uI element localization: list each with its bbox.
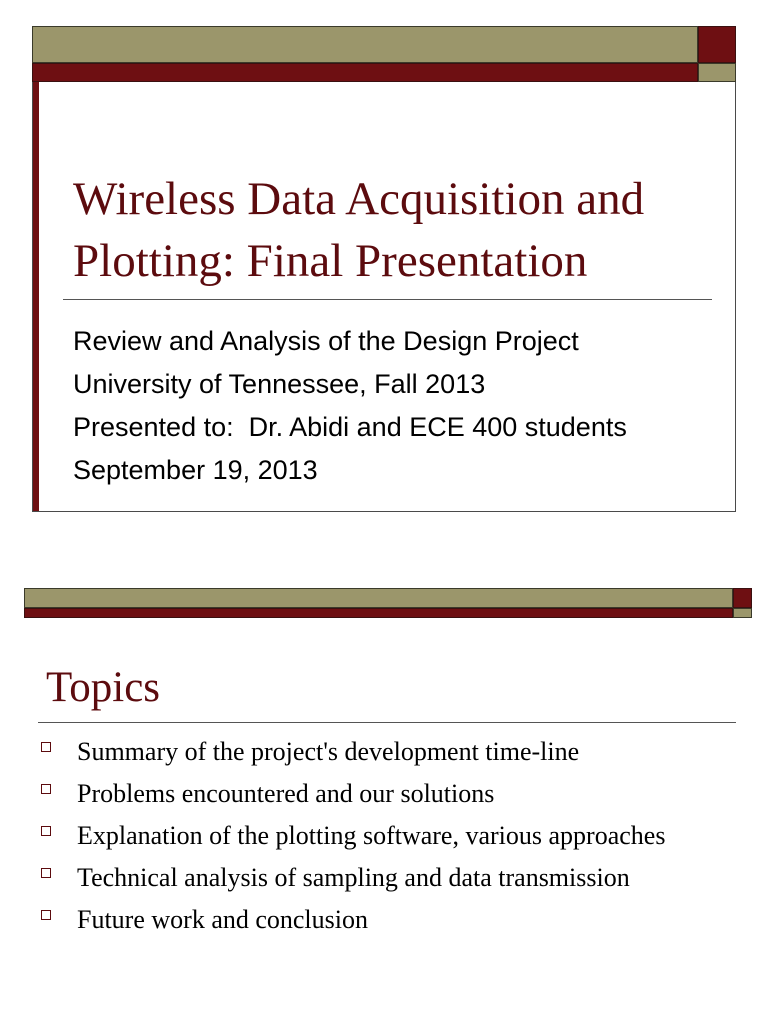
presentation-title bbox=[73, 168, 723, 292]
topics-divider bbox=[38, 722, 736, 723]
presentation-subtitle bbox=[73, 320, 723, 492]
title-divider bbox=[63, 299, 712, 300]
list-item-text: Technical analysis of sampling and data transmission bbox=[77, 863, 630, 892]
left-accent-stripe bbox=[33, 82, 39, 511]
header-maroon-square bbox=[698, 26, 736, 63]
square-bullet-icon bbox=[41, 910, 51, 920]
title-line-1: Wireless Data Acquisition and bbox=[73, 173, 645, 225]
title-slide bbox=[32, 26, 736, 512]
square-bullet-icon bbox=[41, 742, 51, 752]
header-maroon-bar bbox=[24, 608, 733, 618]
subtitle-line: September 19, 2013 bbox=[73, 455, 318, 485]
square-bullet-icon bbox=[41, 784, 51, 794]
list-item-text: Explanation of the plotting software, various approaches bbox=[77, 821, 666, 850]
square-bullet-icon bbox=[41, 868, 51, 878]
subtitle-line: Review and Analysis of the Design Project bbox=[73, 326, 579, 356]
subtitle-line: Presented to: Dr. Abidi and ECE 400 students bbox=[73, 412, 627, 442]
header-olive-bar bbox=[24, 588, 733, 608]
list-item bbox=[40, 815, 740, 857]
title-slide-body bbox=[32, 82, 736, 512]
list-item bbox=[40, 857, 740, 899]
header-maroon-square bbox=[733, 588, 752, 608]
topics-title: Topics bbox=[46, 664, 161, 711]
topics-list bbox=[40, 731, 740, 941]
header-olive-bar bbox=[32, 26, 698, 63]
subtitle-line: University of Tennessee, Fall 2013 bbox=[73, 369, 486, 399]
list-item-text: Future work and conclusion bbox=[77, 905, 369, 934]
list-item bbox=[40, 899, 740, 941]
square-bullet-icon bbox=[41, 826, 51, 836]
header-olive-square bbox=[698, 63, 736, 82]
list-item-text: Summary of the project's development time-line bbox=[77, 737, 580, 766]
title-line-2: Plotting: Final Presentation bbox=[73, 235, 588, 287]
list-item bbox=[40, 773, 740, 815]
header-olive-square bbox=[733, 608, 752, 618]
list-item-text: Problems encountered and our solutions bbox=[77, 779, 495, 808]
header-maroon-bar bbox=[32, 63, 698, 82]
list-item bbox=[40, 731, 740, 773]
